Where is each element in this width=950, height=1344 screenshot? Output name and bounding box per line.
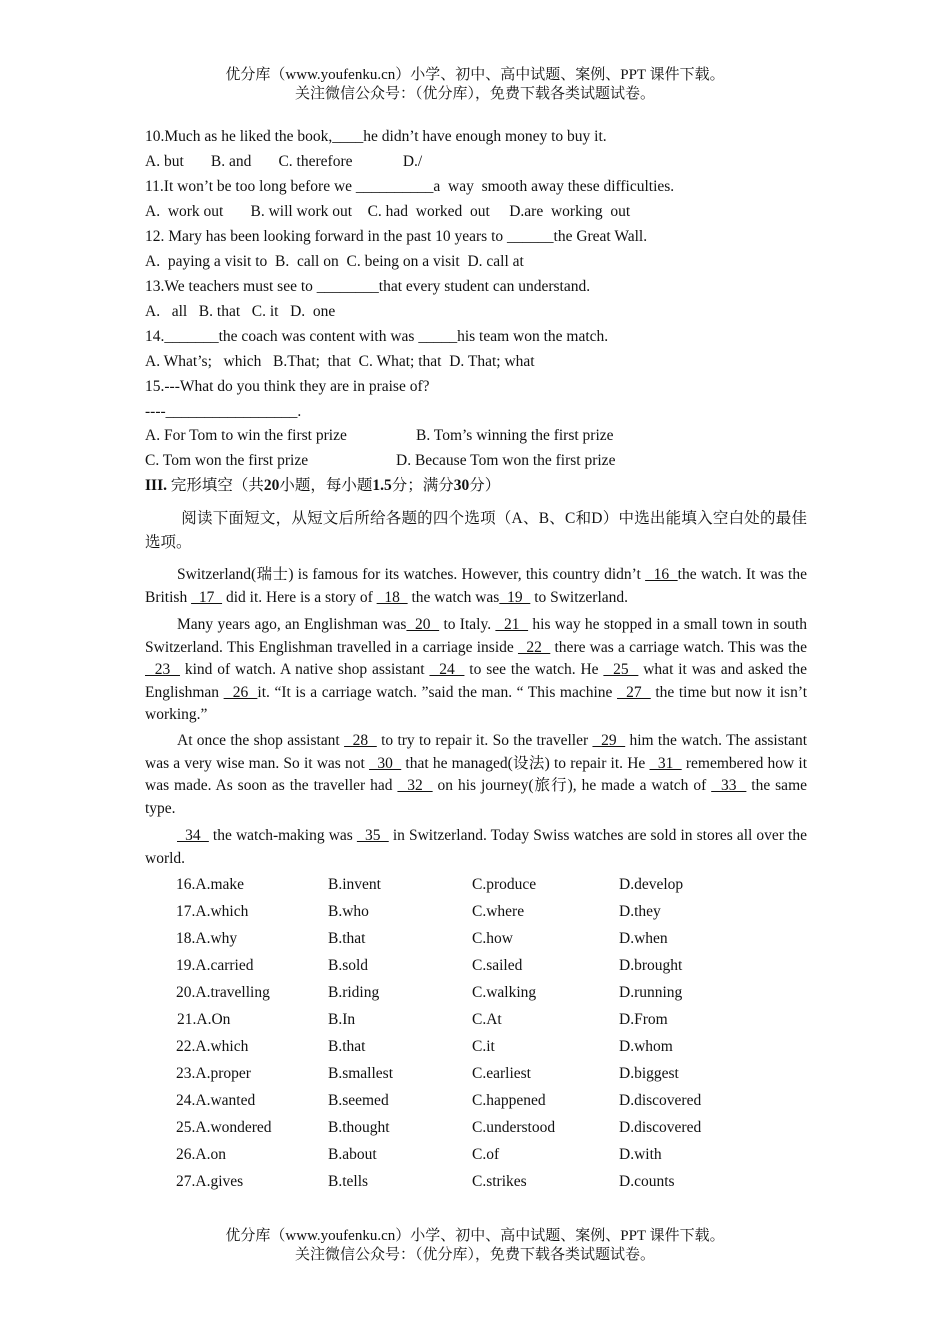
option-c: C.walking bbox=[472, 984, 537, 1001]
option-a: 18.A.why bbox=[176, 930, 238, 947]
option-c: C.produce bbox=[472, 876, 537, 893]
answer-blank: 16 bbox=[645, 566, 678, 583]
option-b: B.smallest bbox=[328, 1065, 394, 1082]
section-points: 1.5 bbox=[372, 477, 392, 494]
answer-blank: 25 bbox=[603, 661, 639, 678]
passage-text: to Italy. bbox=[439, 616, 496, 633]
question-13-options: A. all B. that C. it D. one bbox=[145, 303, 336, 320]
passage-text: Many years ago, an Englishman was bbox=[177, 616, 407, 633]
passage-text: kind of watch. A native shop assistant bbox=[179, 661, 430, 678]
option-b: B.about bbox=[328, 1146, 377, 1163]
option-b: B.invent bbox=[328, 876, 381, 893]
answer-blank: 28 bbox=[344, 732, 377, 749]
option-a: 21.A.On bbox=[177, 1011, 231, 1028]
option-a: 25.A.wondered bbox=[176, 1119, 272, 1136]
passage-text: what it was and asked the Englishman bbox=[145, 661, 808, 701]
answer-blank: 35 bbox=[356, 827, 389, 844]
option-d: D.they bbox=[619, 903, 661, 920]
section-instruction bbox=[145, 507, 807, 555]
passage-paragraph-3 bbox=[145, 730, 807, 820]
option-b: B.sold bbox=[328, 957, 369, 974]
option-row bbox=[0, 1036, 950, 1058]
question-11: 11.It won’t be too long before we __________a way smooth away these difficulties. bbox=[145, 178, 675, 195]
option-c: C.strikes bbox=[472, 1173, 527, 1190]
paragraph-3-text bbox=[145, 732, 807, 817]
option-b: B.riding bbox=[328, 984, 380, 1001]
answer-blank: 24 bbox=[429, 661, 465, 678]
question-10-options: A. but B. and C. therefore D./ bbox=[145, 153, 423, 170]
answer-blank: 33 bbox=[711, 777, 747, 794]
question-14-options: A. What’s; which B.That; that C. What; that D. That; what bbox=[145, 353, 535, 370]
passage-paragraph-2 bbox=[145, 614, 807, 727]
option-d: D.discovered bbox=[619, 1092, 702, 1109]
passage-text: Switzerland(瑞士) is famous for its watches. However, this country didn’t bbox=[177, 566, 646, 583]
option-a: 27.A.gives bbox=[176, 1173, 244, 1190]
option-d: D.whom bbox=[619, 1038, 673, 1055]
passage-text: there was a carriage watch. This was the bbox=[550, 638, 808, 656]
footer-line-1: 优分库（www.youfenku.cn）小学、初中、高中试题、案例、PPT 课件下载。 bbox=[225, 1228, 725, 1244]
question-15-option-c: C. Tom won the first prize bbox=[145, 452, 309, 469]
question-15-option-d: D. Because Tom won the first prize bbox=[396, 452, 616, 469]
option-c: C.earliest bbox=[472, 1065, 531, 1082]
option-a: 20.A.travelling bbox=[176, 984, 270, 1001]
section-3-heading bbox=[145, 476, 500, 496]
option-c: C.where bbox=[472, 903, 525, 920]
passage-text: did it. Here is a story of bbox=[222, 588, 377, 606]
option-row bbox=[0, 901, 950, 923]
answer-blank: 23 bbox=[145, 661, 180, 678]
answer-blank: 17 bbox=[191, 588, 223, 606]
answer-blank: 22 bbox=[517, 638, 551, 656]
answer-blank: 29 bbox=[592, 732, 626, 749]
passage-text: his way he stopped in a small town in south Switzerland. This Englishman travelled in a carriage inside bbox=[145, 616, 808, 656]
option-d: D.when bbox=[619, 930, 668, 947]
passage-text: it. “It is a carriage watch. ”said the man. “ This machine bbox=[257, 683, 617, 701]
paragraph-2-text bbox=[145, 616, 807, 723]
answer-blank: 32 bbox=[397, 777, 433, 794]
answer-blank: 30 bbox=[369, 754, 402, 772]
passage-text: the watch was bbox=[407, 588, 500, 606]
option-row bbox=[0, 874, 950, 896]
passage-text: the same type. bbox=[145, 777, 808, 817]
question-12-options: A. paying a visit to B. call on C. being on a visit D. call at bbox=[145, 253, 524, 270]
option-b: B.tells bbox=[328, 1173, 369, 1190]
passage-text: to see the watch. He bbox=[464, 661, 604, 678]
option-b: B.who bbox=[328, 903, 369, 920]
option-c: C.happened bbox=[472, 1092, 546, 1109]
option-row bbox=[0, 1144, 950, 1166]
footer-line-2: 关注微信公众号：（优分库），免费下载各类试题试卷。 bbox=[294, 1247, 655, 1263]
option-row bbox=[0, 1171, 950, 1193]
option-d: D.with bbox=[619, 1146, 662, 1163]
option-d: D.running bbox=[619, 984, 683, 1001]
page-footer bbox=[0, 1227, 950, 1265]
passage-text: to try to repair it. So the traveller bbox=[376, 732, 593, 749]
question-13: 13.We teachers must see to ________that every student can understand. bbox=[145, 278, 591, 295]
header-line-2: 关注微信公众号：（优分库），免费下载各类试题试卷。 bbox=[294, 86, 655, 102]
passage-paragraph-4 bbox=[145, 825, 807, 870]
option-a: 16.A.make bbox=[176, 876, 245, 893]
option-row bbox=[0, 1009, 950, 1031]
question-14: 14._______the coach was content with was _____his team won the match. bbox=[145, 328, 609, 345]
option-row bbox=[0, 982, 950, 1004]
option-c: C.how bbox=[472, 930, 513, 947]
answer-blank: 20 bbox=[406, 616, 440, 633]
option-c: C.understood bbox=[472, 1119, 556, 1136]
option-c: C.it bbox=[472, 1038, 495, 1055]
option-d: D.develop bbox=[619, 876, 684, 893]
section-title-a: 完形填空（共 bbox=[166, 477, 264, 494]
section-question-count: 20 bbox=[263, 477, 280, 494]
passage-text: the watch-making was bbox=[208, 827, 357, 844]
option-d: D.counts bbox=[619, 1173, 675, 1190]
option-b: B.that bbox=[328, 1038, 366, 1055]
option-b: B.thought bbox=[328, 1119, 390, 1136]
option-row bbox=[0, 1117, 950, 1139]
answer-blank: 26 bbox=[223, 683, 258, 701]
passage-text: At once the shop assistant bbox=[177, 732, 345, 749]
answer-blank: 19 bbox=[499, 588, 531, 606]
option-a: 23.A.proper bbox=[176, 1065, 251, 1082]
question-15-option-b: B. Tom’s winning the first prize bbox=[416, 427, 614, 444]
option-b: B.In bbox=[328, 1011, 356, 1028]
option-c: C.of bbox=[472, 1146, 500, 1163]
paragraph-1-text bbox=[145, 566, 807, 606]
answer-blank: 31 bbox=[649, 754, 682, 772]
option-a: 22.A.which bbox=[176, 1038, 249, 1055]
question-12: 12. Mary has been looking forward in the past 10 years to ______the Great Wall. bbox=[145, 228, 648, 245]
passage-paragraph-1 bbox=[145, 564, 807, 609]
option-row bbox=[0, 1090, 950, 1112]
option-row bbox=[0, 928, 950, 950]
answer-blank: 18 bbox=[376, 588, 408, 606]
option-row bbox=[0, 1063, 950, 1085]
section-number: III. bbox=[145, 477, 167, 494]
question-15-answer-blank: ----_________________. bbox=[145, 403, 302, 420]
option-d: D.brought bbox=[619, 957, 683, 974]
answer-blank: 21 bbox=[495, 616, 529, 633]
option-d: D.biggest bbox=[619, 1065, 679, 1082]
passage-text: the time but now it isn’t working.” bbox=[145, 683, 808, 723]
passage-text: remembered how it was made. As soon as the traveller had bbox=[145, 754, 808, 794]
option-c: C.sailed bbox=[472, 957, 523, 974]
option-c: C.At bbox=[472, 1011, 502, 1028]
answer-blank: 34 bbox=[177, 827, 209, 844]
instruction-text: 阅读下面短文，从短文后所给各题的四个选项（A、B、C和D）中选出能填入空白处的最佳选项。 bbox=[145, 510, 807, 551]
question-15-option-a: A. For Tom to win the first prize bbox=[145, 427, 347, 444]
passage-text: on his journey(旅行), he made a watch of bbox=[432, 777, 712, 794]
section-title-d: 分） bbox=[469, 477, 501, 494]
passage-text: in Switzerland. Today Swiss watches are sold in stores all over the world. bbox=[145, 827, 807, 867]
option-d: D.From bbox=[619, 1011, 668, 1028]
option-b: B.seemed bbox=[328, 1092, 389, 1109]
passage-text: that he managed(设法) to repair it. He bbox=[401, 754, 650, 772]
question-15: 15.---What do you think they are in praise of? bbox=[145, 378, 430, 395]
question-11-options: A. work out B. will work out C. had worked out D.are working out bbox=[145, 203, 631, 220]
question-10: 10.Much as he liked the book,____he didn’t have enough money to buy it. bbox=[145, 128, 607, 145]
option-a: 26.A.on bbox=[176, 1146, 226, 1163]
option-a: 17.A.which bbox=[176, 903, 249, 920]
section-title-c: 分；满分 bbox=[391, 477, 454, 494]
header-line-1: 优分库（www.youfenku.cn）小学、初中、高中试题、案例、PPT 课件下载。 bbox=[225, 67, 725, 83]
option-row bbox=[0, 955, 950, 977]
answer-blank: 27 bbox=[617, 683, 651, 701]
section-total: 30 bbox=[453, 477, 470, 494]
paragraph-4-text bbox=[145, 827, 807, 867]
option-a: 19.A.carried bbox=[176, 957, 254, 974]
section-title-b: 小题，每小题 bbox=[279, 477, 373, 494]
passage-text: to Switzerland. bbox=[530, 588, 629, 606]
page-header bbox=[0, 66, 950, 104]
option-b: B.that bbox=[328, 930, 366, 947]
passage-text: the watch. It was the British bbox=[145, 566, 807, 606]
option-a: 24.A.wanted bbox=[176, 1092, 256, 1109]
option-d: D.discovered bbox=[619, 1119, 702, 1136]
passage-text: him the watch. The assistant was a very wise man. So it was not bbox=[145, 732, 807, 772]
